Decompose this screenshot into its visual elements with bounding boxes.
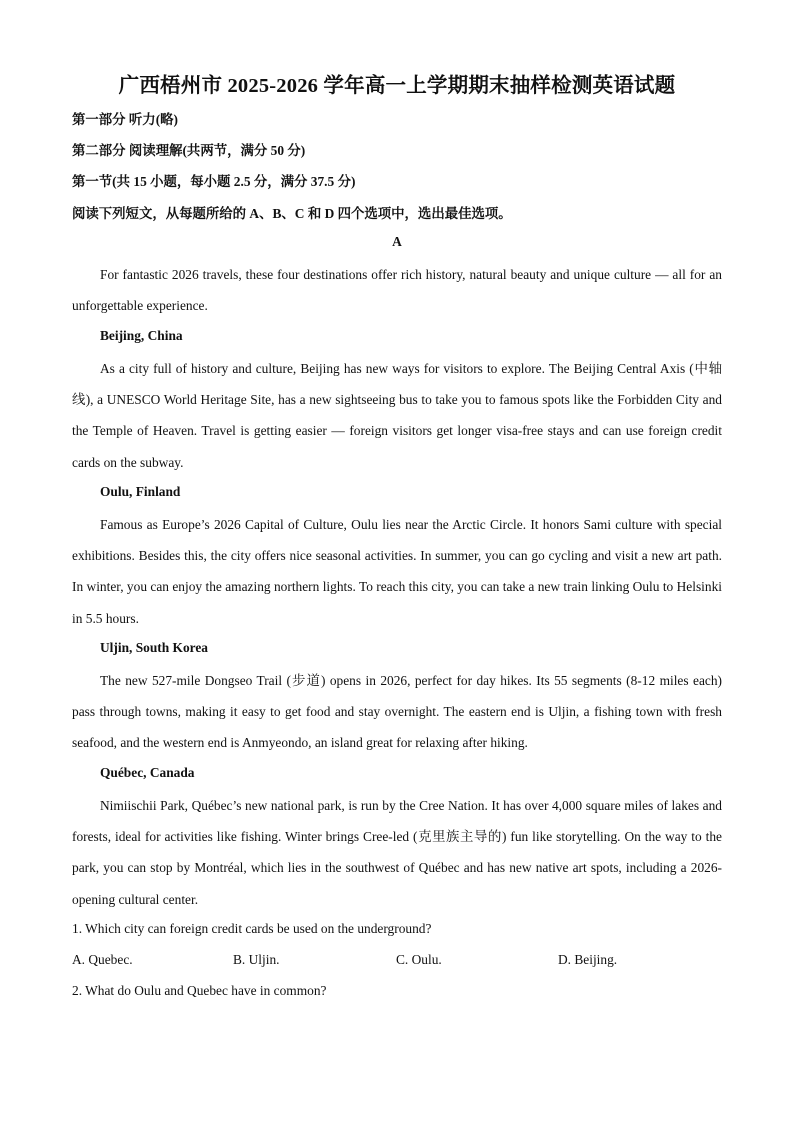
option-d[interactable]: D. Beijing.: [558, 952, 618, 967]
destination-heading: Beijing, China: [100, 328, 183, 343]
destination-text: The new 527-mile Dongseo Trail (步道) opens in 2026, perfect for day hikes. Its 55 segments (8-12 miles each) pass through towns, making it easy to get food and stay overnight. The eastern end is Uljin, a fishing town with fresh seafood, and the western end is Anmyeondo, an island great for relaxing after hiking.: [72, 673, 722, 751]
destination-text: Nimiischii Park, Québec’s new national park, is run by the Cree Nation. It has over 4,000 square miles of lakes and forests, ideal for activities like fishing. Winter brings Cree-led (克里族主导的) fun like storytelling. On the way to the park, you can stop by Montréal, which lies in the southwest of Québec and has new native art spots, including a 2026-opening cultural center.: [72, 798, 722, 907]
destination-text: As a city full of history and culture, Beijing has new ways for visitors to explore. The Beijing Central Axis (中轴线), a UNESCO World Heritage Site, has a new sightseeing bus to take you to famous spots like the Forbidden City and the Temple of Heaven. Travel is getting easier — foreign visitors get longer visa-free stays and can use foreign credit cards on the subway.: [72, 361, 722, 470]
document-title: 广西梧州市 2025-2026 学年高一上学期期末抽样检测英语试题: [118, 75, 676, 97]
question-text: 2. What do Oulu and Quebec have in common?: [72, 983, 327, 998]
passage-label: A: [392, 234, 402, 249]
option-a[interactable]: A. Quebec.: [72, 952, 133, 967]
option-c[interactable]: C. Oulu.: [396, 952, 442, 967]
part-two-heading: 第二部分 阅读理解(共两节，满分 50 分): [72, 143, 306, 158]
part-one-heading: 第一部分 听力(略): [72, 112, 178, 127]
destination-heading: Uljin, South Korea: [100, 640, 209, 655]
question-text: 1. Which city can foreign credit cards be used on the underground?: [72, 921, 432, 936]
option-b[interactable]: B. Uljin.: [233, 952, 280, 967]
section-one-heading: 第一节(共 15 小题，每小题 2.5 分，满分 37.5 分): [72, 174, 356, 189]
destination-text: Famous as Europe’s 2026 Capital of Culture, Oulu lies near the Arctic Circle. It honors Sami culture with special exhibitions. Besides this, the city offers nice seasonal activities. In summer, you can go cycling and visit a new art path. In winter, you can enjoy the amazing northern lights. To reach this city, you can take a new train linking Oulu to Helsinki in 5.5 hours.: [72, 517, 722, 626]
instructions: 阅读下列短文，从每题所给的 A、B、C 和 D 四个选项中，选出最佳选项。: [72, 206, 512, 221]
destination-heading: Oulu, Finland: [100, 484, 181, 499]
destination-heading: Québec, Canada: [100, 765, 195, 780]
passage-intro: For fantastic 2026 travels, these four destinations offer rich history, natural beauty and unique culture — all for an unforgettable experience.: [72, 267, 722, 314]
